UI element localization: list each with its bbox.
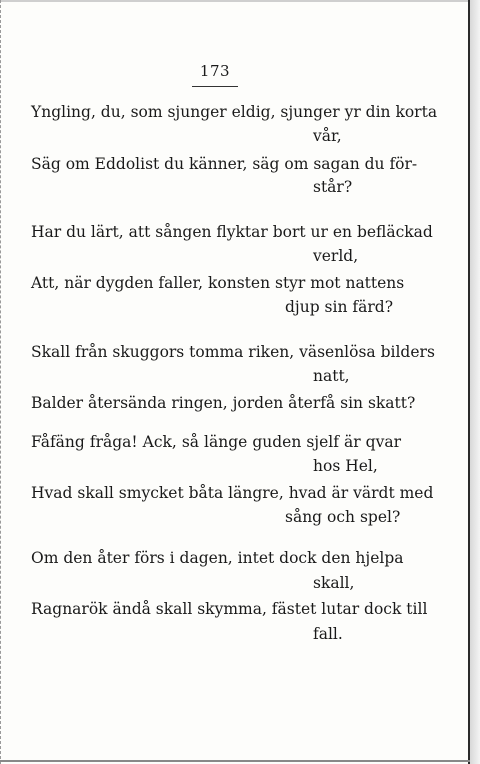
page-top-edge <box>0 0 470 2</box>
stanza-2-line-3: Att, när dygden faller, konsten styr mot nattens <box>31 274 405 292</box>
binding-edge <box>468 0 470 764</box>
page-bottom-edge <box>0 760 470 762</box>
stanza-3-line-2: natt, <box>313 367 350 385</box>
stanza-3-line-3: Balder återsända ringen, jorden återfå sin skatt? <box>31 394 416 412</box>
stanza-4-line-4: sång och spel? <box>285 508 401 526</box>
stanza-1-line-4: står? <box>313 178 353 196</box>
stanza-3-line-1: Skall från skuggors tomma riken, väsenlösa bilders <box>31 343 435 361</box>
stanza-5-line-2: skall, <box>313 574 355 592</box>
stanza-1-line-1: Yngling, du, som sjunger eldig, sjunger yr din korta <box>31 103 438 121</box>
stanza-1-line-2: vår, <box>313 127 342 145</box>
stanza-2-line-2: verld, <box>313 247 359 265</box>
stanza-1-line-3: Säg om Eddolist du känner, säg om sagan du för- <box>31 155 418 173</box>
page-number-rule <box>192 86 238 87</box>
stanza-2-line-1: Har du lärt, att sången flyktar bort ur en befläckad <box>31 223 433 241</box>
stanza-4-line-2: hos Hel, <box>313 457 378 475</box>
page-left-edge <box>0 0 3 764</box>
stanza-5-line-3: Ragnarök ändå skall skymma, fästet lutar dock till <box>31 600 428 618</box>
stanza-5-line-4: fall. <box>313 625 343 643</box>
stanza-4-line-1: Fåfäng fråga! Ack, så länge guden sjelf är qvar <box>31 433 401 451</box>
binding-shadow <box>470 0 480 764</box>
stanza-4-line-3: Hvad skall smycket båta längre, hvad är värdt med <box>31 484 434 502</box>
page-number: 173 <box>199 62 231 80</box>
stanza-5-line-1: Om den åter förs i dagen, intet dock den hjelpa <box>31 549 404 567</box>
stanza-2-line-4: djup sin färd? <box>285 298 394 316</box>
